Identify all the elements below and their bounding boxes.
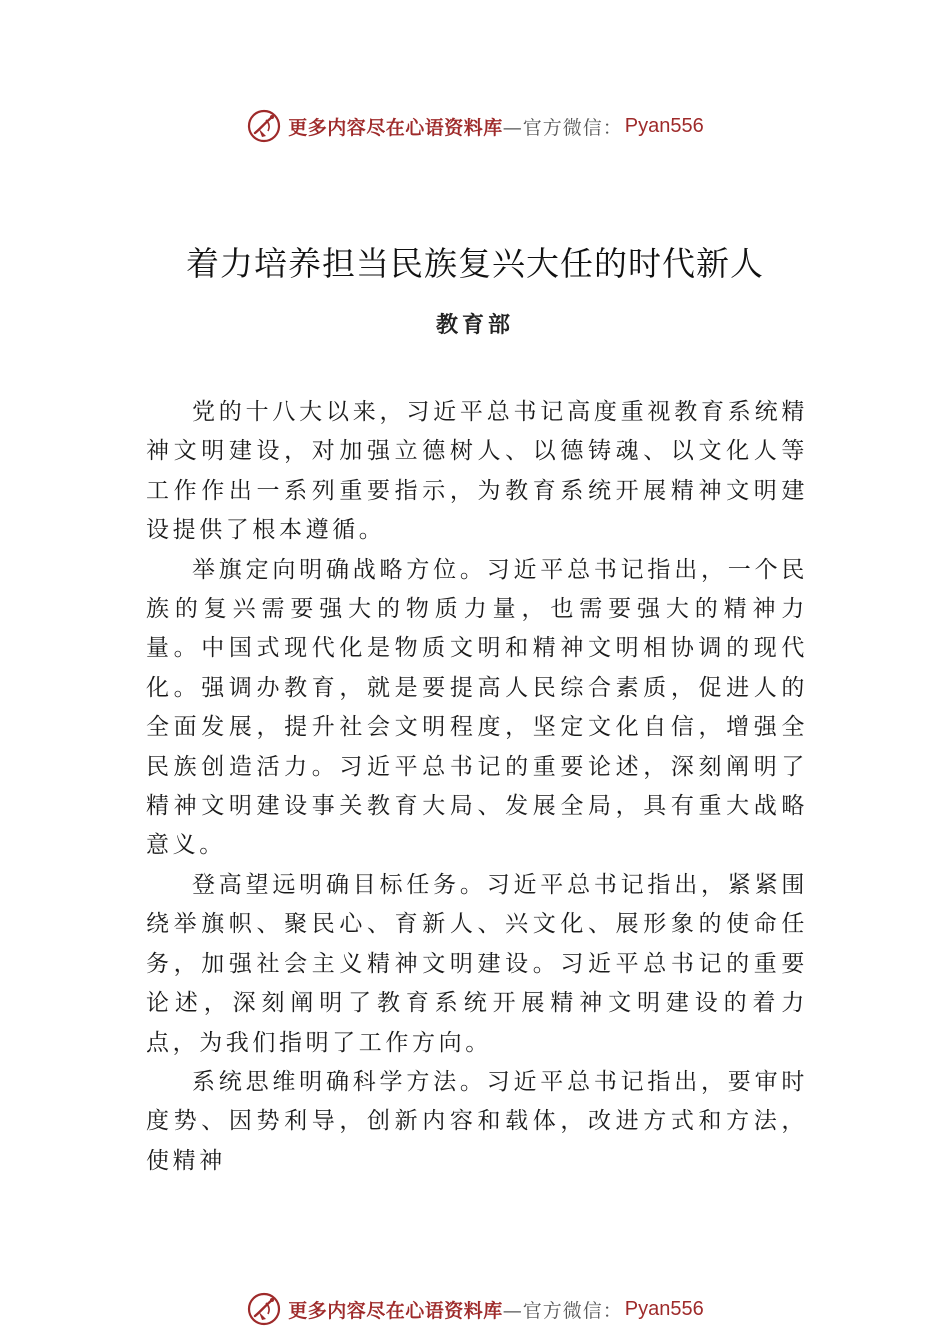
document-author: 教育部 <box>435 312 514 338</box>
banner-wechat-id: Pyan556 <box>624 114 704 137</box>
header-watermark-banner <box>0 106 950 146</box>
banner-official-label: —官方微信： <box>502 1299 623 1322</box>
pen-logo-icon <box>246 1291 282 1327</box>
document-body <box>146 393 808 1181</box>
banner-official-label: —官方微信： <box>502 116 623 139</box>
banner-brand-text: 更多内容尽在心语资料库 <box>288 1299 503 1322</box>
banner-brand-text: 更多内容尽在心语资料库 <box>288 116 503 139</box>
pen-logo-icon <box>246 108 282 144</box>
body-paragraph: 系统思维明确科学方法。习近平总书记指出，要审时度势、因势利导，创新内容和载体，改进方式和方法，使精神 <box>146 1068 808 1174</box>
body-paragraph: 党的十八大以来，习近平总书记高度重视教育系统精神文明建设，对加强立德树人、以德铸魂、以文化人等工作作出一系列重要指示，为教育系统开展精神文明建设提供了根本遵循。 <box>146 399 808 544</box>
footer-watermark-banner <box>0 1289 950 1329</box>
document-title: 着力培养担当民族复兴大任的时代新人 <box>186 244 764 283</box>
body-paragraph: 登高望远明确目标任务。习近平总书记指出，紧紧围绕举旗帜、聚民心、育新人、兴文化、展形象的使命任务，加强社会主义精神文明建设。习近平总书记的重要论述，深刻阐明了教育系统开展精神文明建设的着力点，为我们指明了工作方向。 <box>146 871 808 1056</box>
banner-wechat-id: Pyan556 <box>624 1297 704 1320</box>
body-paragraph: 举旗定向明确战略方位。习近平总书记指出，一个民族的复兴需要强大的物质力量，也需要强大的精神力量。中国式现代化是物质文明和精神文明相协调的现代化。强调办教育，就是要提高人民综合素质，促进人的全面发展，提升社会文明程度，坚定文化自信，增强全民族创造活力。习近平总书记的重要论述，深刻阐明了精神文明建设事关教育大局、发展全局，具有重大战略意义。 <box>146 556 808 859</box>
